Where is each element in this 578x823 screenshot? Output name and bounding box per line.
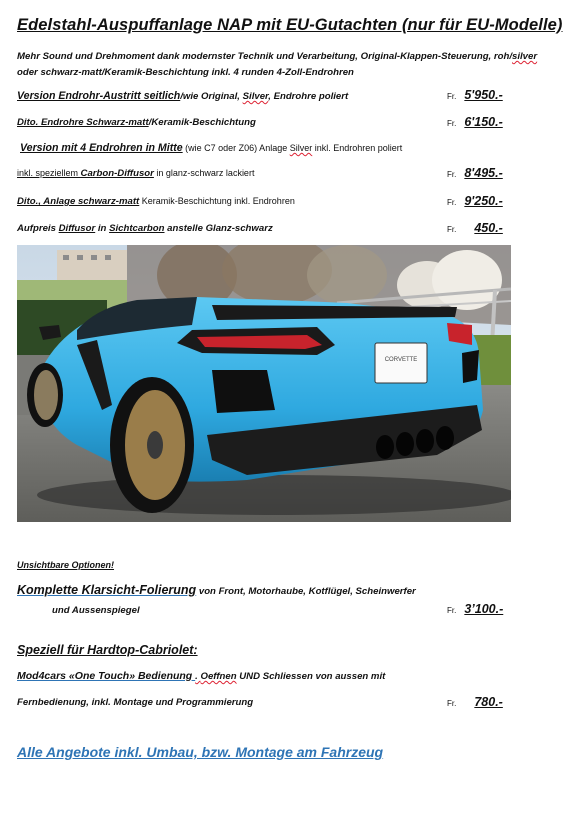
price-value: 5'950.- [464,88,503,102]
item-3-title: Version mit 4 Endrohren in Mitte [20,142,183,154]
price-value: 450.- [474,221,503,235]
price-value: 9'250.- [464,194,503,208]
item-row-4 [17,168,254,179]
item-4-text: inkl. speziellem [17,168,81,178]
price-value: 3’100.- [464,602,504,616]
item-1-silver: Silver [242,91,269,102]
intro-line2: oder schwarz-matt/Keramik-Beschichtung inkl. 4 runden 4-Zoll-Endrohren [17,66,354,78]
hardtop-heading: Speziell für Hardtop-Cabriolet: [17,643,198,657]
currency: Fr. [447,699,457,708]
currency: Fr. [447,606,457,615]
hardtop-oeffnen: Oeffnen [200,671,237,682]
intro-line1: Mehr Sound und Drehmoment dank modernster Technik und Verarbeitung, Original-Klappen-Steuerung, roh/ [17,51,513,62]
item-6-text2: in [95,223,110,234]
item-6-text: Aufpreis [17,223,59,234]
item-6-diffusor: Diffusor [58,223,96,234]
hardtop-line2: Fernbedienung, inkl. Montage und Programmierung [17,697,254,708]
car-photo [17,245,511,522]
item-4-text2: in glanz-schwarz lackiert [153,168,255,178]
item-6-price [447,221,503,235]
price-value: 780.- [474,695,503,709]
item-row-5 [17,196,295,207]
folierung-price [447,602,503,616]
item-2-text: /Keramik-Beschichtung [148,117,256,128]
item-2-price [447,115,503,129]
folierung-text1: von Front, Motorhaube, Kotflügel, Scheinwerfer [196,586,416,597]
intro-text [17,49,557,80]
currency: Fr. [447,198,457,207]
hardtop-price [447,695,503,709]
hardtop-text: UND Schliessen von aussen mit [236,671,386,682]
item-3-text: (wie C7 oder Z06) Anlage [182,143,290,153]
item-5-text: Keramik-Beschichtung inkl. Endrohren [139,196,295,206]
item-row-1 [17,90,348,102]
item-2-title: Dito. Endrohre Schwarz-matt [17,117,149,128]
plate-label: CORVETTE [384,357,418,363]
item-5-price [447,194,503,208]
item-row-6 [17,223,273,234]
item-5-title: Dito., Anlage schwarz-matt [17,196,140,207]
item-3-silver: Silver [289,143,313,153]
item-3-text2: inkl. Endrohren poliert [312,143,403,153]
folierung-line1 [17,583,416,597]
intro-silver: silver [512,51,538,62]
folierung-title: Komplette Klarsicht-Folierung [17,583,197,597]
hardtop-dot: . [195,671,201,682]
item-6-text3: anstelle Glanz-schwarz [164,223,273,234]
options-heading: Unsichtbare Optionen! [17,560,115,570]
item-1-text2: , Endrohre poliert [268,91,349,102]
item-4-diffusor: Carbon-Diffusor [80,168,154,179]
price-value: 6'150.- [464,115,503,129]
page-title: Edelstahl-Auspuffanlage NAP mit EU-Gutachten (nur für EU-Modelle) [17,16,563,34]
item-1-text: /wie Original, [180,91,243,102]
folierung-line2: und Aussenspiegel [52,605,140,616]
item-1-title: Version Endrohr-Austritt seitlich [17,90,181,102]
item-row-2 [17,117,256,128]
item-row-3 [20,142,402,154]
currency: Fr. [447,92,457,101]
hardtop-line1 [17,670,385,682]
item-6-sichtcarbon: Sichtcarbon [109,223,165,234]
footer-note: Alle Angebote inkl. Umbau, bzw. Montage am Fahrzeug [17,744,384,760]
currency: Fr. [447,119,457,128]
price-value: 8'495.- [464,166,503,180]
currency: Fr. [447,225,457,234]
currency: Fr. [447,170,457,179]
item-1-price [447,88,503,102]
corvette-illustration [17,245,511,522]
hardtop-product: Mod4cars «One Touch» Bedienung [17,670,196,682]
item-4-price [447,166,503,180]
